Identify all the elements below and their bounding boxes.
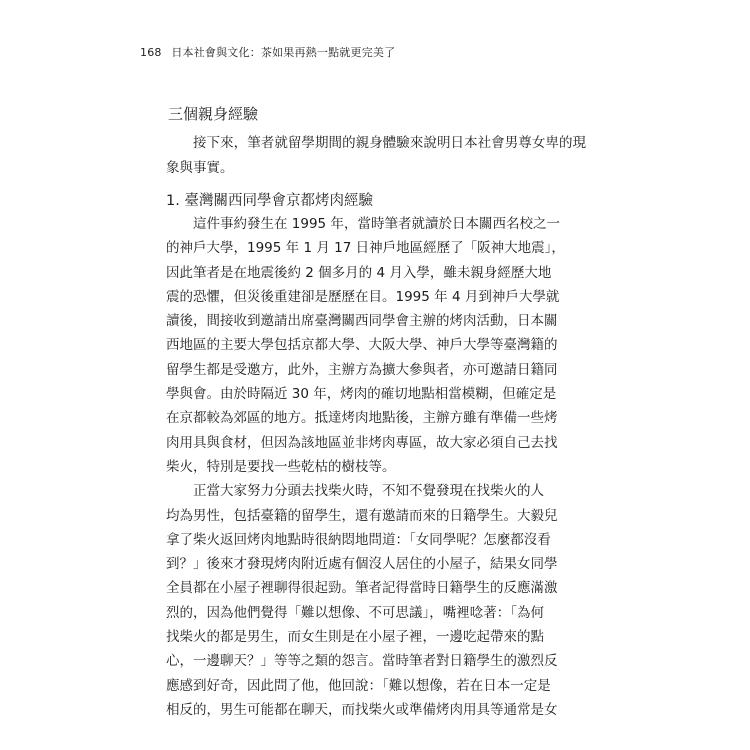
paragraph-line: 留學生都是受邀方，此外，主辦方為擴大參與者，亦可邀請日籍同 (166, 361, 558, 378)
paragraph-line: 相反的，男生可能都在聊天，而找柴火或準備烤肉用具等通常是女 (166, 701, 558, 718)
section-title: 三個親身經驗 (168, 105, 259, 123)
paragraph-line: 拿了柴火返回烤肉地點時很納悶地問道：「女同學呢？怎麼都沒看 (166, 531, 551, 548)
paragraph-line: 因此筆者是在地震後約 2 個多月的 4 月入學，雖未親身經歷大地 (166, 264, 552, 281)
paragraph-line: 應感到好奇，因此問了他，他回說：「難以想像，若在日本一定是 (166, 677, 551, 694)
paragraph-line: 正當大家努力分頭去找柴火時，不知不覺發現在找柴火的人 (193, 483, 544, 500)
paragraph-line: 找柴火的都是男生，而女生則是在小屋子裡，一邊吃起帶來的點 (166, 629, 544, 646)
paragraph-line: 到？」後來才發現烤肉附近處有個沒人居住的小屋子，結果女同學 (166, 556, 558, 573)
paragraph-line: 柴火，特別是要找一些乾枯的樹枝等。 (166, 458, 396, 475)
running-head-title: 日本社會與文化：茶如果再熱一點就更完美了 (171, 46, 396, 59)
page-number: 168 (140, 46, 162, 59)
paragraph-line: 肉用具與食材，但因為該地區並非烤肉專區，故大家必須自己去找 (166, 434, 558, 451)
subsection-title: 1. 臺灣關西同學會京都烤肉經驗 (166, 193, 373, 209)
intro-line: 接下來，筆者就留學期間的親身體驗來說明日本社會男尊女卑 (193, 135, 559, 151)
paragraph-line: 全員都在小屋子裡聊得很起勁。筆者記得當時日籍學生的反應滿激 (166, 580, 558, 597)
paragraph-line: 心，一邊聊天？」等等之類的怨言。當時筆者對日籍學生的激烈反 (166, 653, 558, 670)
paragraph-line: 在京都較為郊區的地方。抵達烤肉地點後，主辦方雖有準備一些烤 (166, 410, 558, 427)
paragraph-line: 西地區的主要大學包括京都大學、大阪大學、神戶大學等臺灣籍的 (166, 337, 558, 354)
paragraph-line: 的神戶大學，1995 年 1 月 17 日神戶地區經歷了「阪神大地震」， (166, 240, 565, 257)
paragraph-line: 均為男性，包括臺籍的留學生，還有邀請而來的日籍學生。大毅兒 (166, 507, 558, 524)
running-head (140, 44, 395, 60)
intro-paragraph (166, 131, 586, 180)
paragraph-line: 烈的，因為他們覺得「難以想像、不可思議」，嘴裡唸著：「為何 (166, 604, 544, 621)
intro-line: 的現象與事實。 (166, 135, 587, 176)
paragraph-line: 震的恐懼，但災後重建卻是歷歷在目。1995 年 4 月到神戶大學就 (166, 288, 560, 305)
body-text (166, 212, 586, 722)
paragraph-line: 讀後，間接收到邀請出席臺灣關西同學會主辦的烤肉活動，日本關 (166, 313, 558, 330)
paragraph-line: 這件事約發生在 1995 年，當時筆者就讀於日本關西名校之一 (193, 216, 560, 232)
paragraph-line: 學與會。由於時隔近 30 年，烤肉的確切地點相當模糊，但確定是 (166, 386, 557, 403)
